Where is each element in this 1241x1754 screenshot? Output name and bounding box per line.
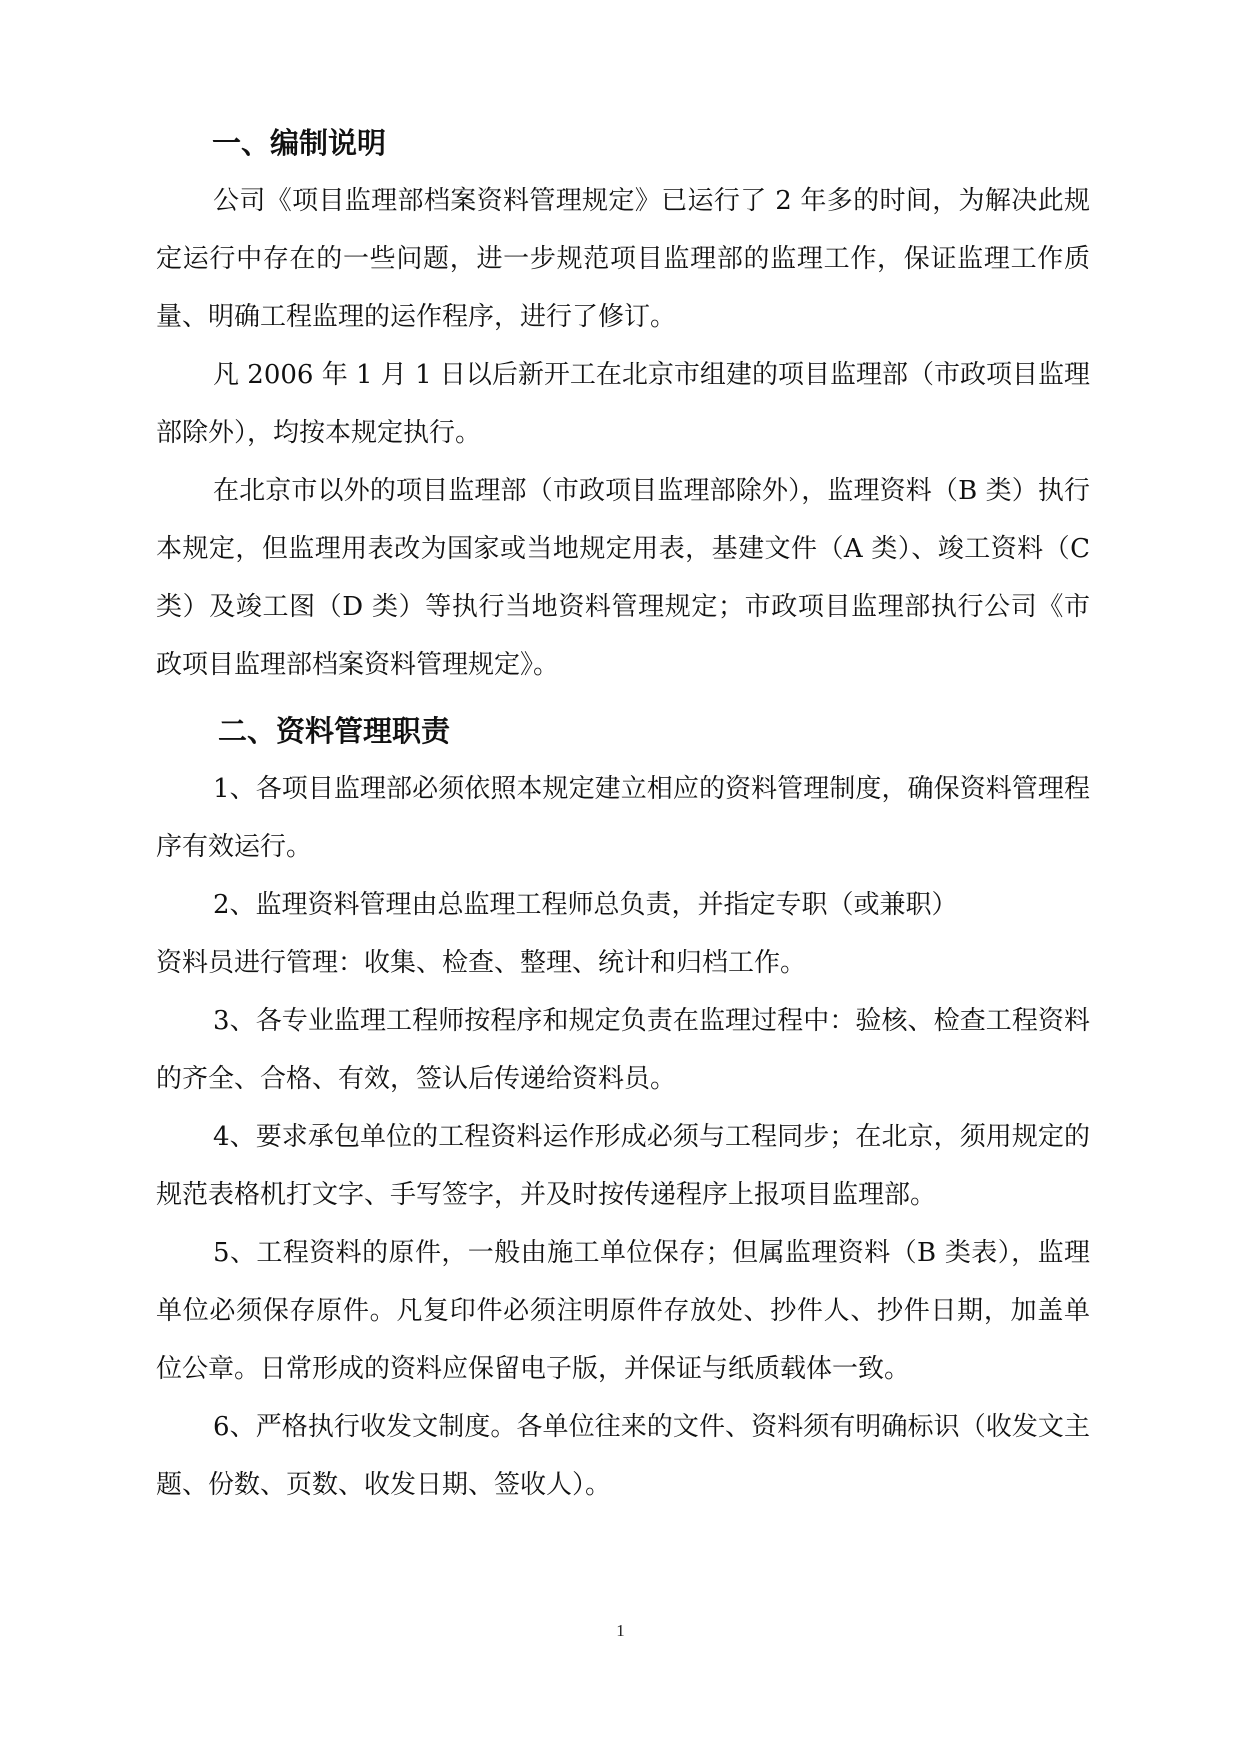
section-heading-responsibilities: 二、资料管理职责	[218, 714, 451, 748]
list-item: 1、各项目监理部必须依照本规定建立相应的资料管理制度，确保资料管理程序有效运行。	[156, 774, 1090, 862]
list-item: 5、工程资料的原件，一般由施工单位保存；但属监理资料（B 类表），监理单位必须保存原件。凡复印件必须注明原件存放处、抄件人、抄件日期，加盖单位公章。日常形成的资料应保留电子版，并保证与纸质载体一致。	[156, 1238, 1090, 1384]
list-item: 4、要求承包单位的工程资料运作形成必须与工程同步；在北京，须用规定的规范表格机打文字、手写签字，并及时按传递程序上报项目监理部。	[156, 1122, 1090, 1210]
section-heading-preparation: 一、编制说明	[212, 126, 387, 160]
list-item: 2、监理资料管理由总监理工程师总负责，并指定专职（或兼职）	[213, 890, 958, 920]
document-body	[156, 114, 1090, 1514]
paragraph-revision-note: 公司《项目监理部档案资料管理规定》已运行了 2 年多的时间，为解决此规定运行中存在的一些问题，进一步规范项目监理部的监理工作，保证监理工作质量、明确工程监理的运作程序，进行了修订。	[156, 186, 1090, 332]
paragraph-scope-outside-beijing: 在北京市以外的项目监理部（市政项目监理部除外），监理资料（B 类）执行本规定，但监理用表改为国家或当地规定用表，基建文件（A 类）、竣工资料（C 类）及竣工图（D 类）等执行当地资料管理规定；市政项目监理部执行公司《市政项目监理部档案资料管理规定》。	[156, 476, 1090, 680]
list-item: 3、各专业监理工程师按程序和规定负责在监理过程中：验核、检查工程资料的齐全、合格、有效，签认后传递给资料员。	[156, 1006, 1090, 1094]
page-number: 1	[616, 1621, 625, 1640]
paragraph-scope-beijing: 凡 2006 年 1 月 1 日以后新开工在北京市组建的项目监理部（市政项目监理部除外），均按本规定执行。	[156, 360, 1090, 448]
list-item: 6、严格执行收发文制度。各单位往来的文件、资料须有明确标识（收发文主题、份数、页数、收发日期、签收人）。	[156, 1412, 1090, 1500]
list-item-continuation: 资料员进行管理：收集、检查、整理、统计和归档工作。	[156, 948, 807, 978]
